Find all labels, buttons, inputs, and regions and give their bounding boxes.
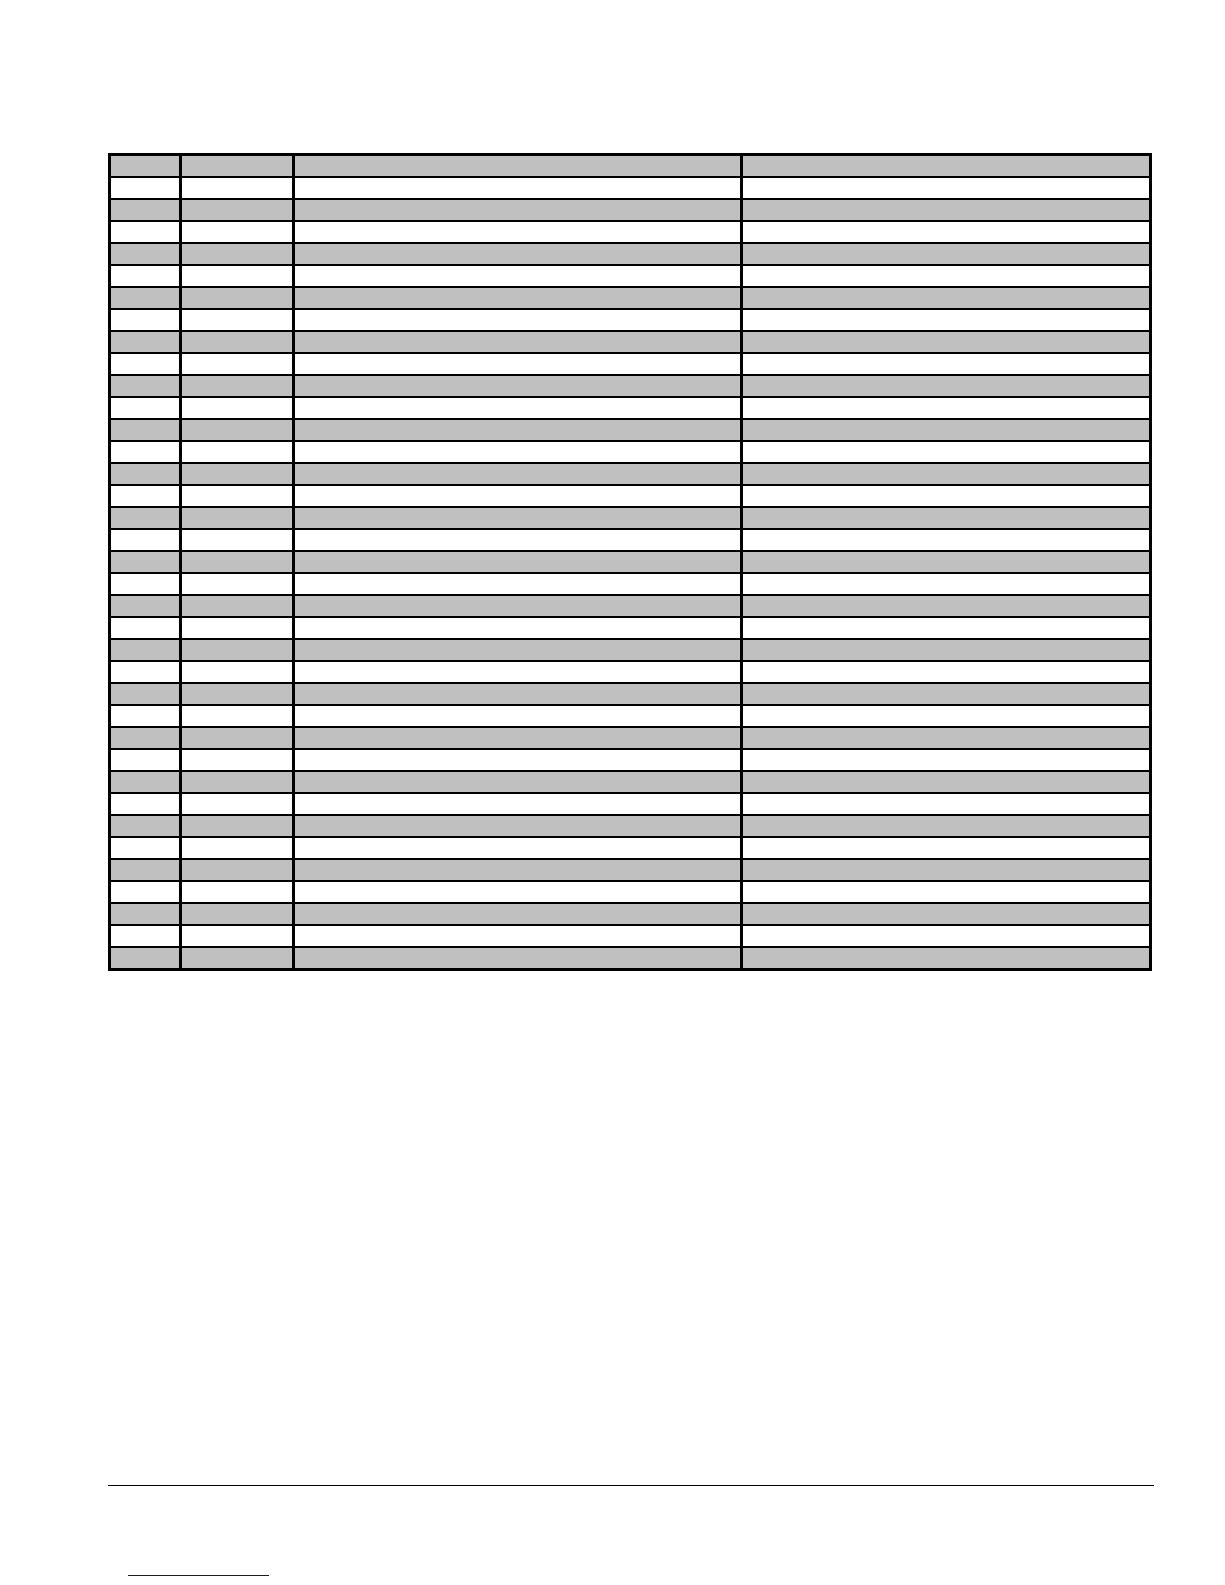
table-row xyxy=(110,331,1151,353)
table-row xyxy=(110,749,1151,771)
table-cell xyxy=(180,177,293,199)
table-row xyxy=(110,727,1151,749)
table-cell xyxy=(180,507,293,529)
table-cell xyxy=(293,309,742,331)
table-body xyxy=(110,177,1151,970)
table-cell xyxy=(293,771,742,793)
table-cell xyxy=(293,375,742,397)
table-cell xyxy=(742,287,1151,309)
data-table xyxy=(108,153,1152,971)
table-cell xyxy=(180,529,293,551)
table-cell xyxy=(110,353,181,375)
table-cell xyxy=(742,441,1151,463)
table-cell xyxy=(742,771,1151,793)
table-cell xyxy=(180,221,293,243)
table-cell xyxy=(110,199,181,221)
table-cell xyxy=(293,177,742,199)
table-cell xyxy=(110,265,181,287)
table-cell xyxy=(293,837,742,859)
table-cell xyxy=(742,353,1151,375)
table-cell xyxy=(293,705,742,727)
table-cell xyxy=(742,903,1151,925)
table-cell xyxy=(110,331,181,353)
table-row xyxy=(110,551,1151,573)
table-cell xyxy=(742,485,1151,507)
table-cell xyxy=(742,705,1151,727)
table-cell xyxy=(110,749,181,771)
table-cell xyxy=(293,485,742,507)
table-row xyxy=(110,463,1151,485)
table-cell xyxy=(110,793,181,815)
table-cell xyxy=(180,419,293,441)
table-row xyxy=(110,397,1151,419)
table-cell xyxy=(110,661,181,683)
table-cell xyxy=(293,441,742,463)
table-cell xyxy=(742,683,1151,705)
header-cell xyxy=(293,155,742,178)
table-cell xyxy=(110,683,181,705)
table-cell xyxy=(742,265,1151,287)
table-cell xyxy=(180,353,293,375)
table-cell xyxy=(180,749,293,771)
table-cell xyxy=(110,375,181,397)
table-cell xyxy=(742,375,1151,397)
table-cell xyxy=(110,727,181,749)
table-cell xyxy=(110,815,181,837)
table-cell xyxy=(180,287,293,309)
table-row xyxy=(110,859,1151,881)
table-cell xyxy=(293,419,742,441)
table-cell xyxy=(180,551,293,573)
table-cell xyxy=(110,177,181,199)
table-cell xyxy=(110,573,181,595)
table-cell xyxy=(180,947,293,970)
table-cell xyxy=(293,617,742,639)
table-cell xyxy=(180,265,293,287)
table-cell xyxy=(742,881,1151,903)
table-cell xyxy=(180,485,293,507)
table-cell xyxy=(110,617,181,639)
table-row xyxy=(110,221,1151,243)
table-cell xyxy=(742,793,1151,815)
table-cell xyxy=(293,947,742,970)
table-cell xyxy=(293,529,742,551)
table-cell xyxy=(180,199,293,221)
table-cell xyxy=(180,375,293,397)
table-cell xyxy=(180,925,293,947)
table-cell xyxy=(293,199,742,221)
table-cell xyxy=(742,947,1151,970)
table-cell xyxy=(742,309,1151,331)
table-cell xyxy=(742,419,1151,441)
table-cell xyxy=(110,925,181,947)
table-cell xyxy=(742,573,1151,595)
table-cell xyxy=(110,221,181,243)
table-cell xyxy=(293,573,742,595)
table-cell xyxy=(180,309,293,331)
table-cell xyxy=(180,683,293,705)
table-row xyxy=(110,375,1151,397)
table-cell xyxy=(742,243,1151,265)
table-cell xyxy=(293,397,742,419)
table-row xyxy=(110,441,1151,463)
table-cell xyxy=(180,397,293,419)
table-cell xyxy=(180,639,293,661)
table-cell xyxy=(180,727,293,749)
table-cell xyxy=(180,441,293,463)
table-cell xyxy=(110,859,181,881)
table-cell xyxy=(293,793,742,815)
table-cell xyxy=(742,595,1151,617)
table-row xyxy=(110,903,1151,925)
table-cell xyxy=(110,287,181,309)
table-cell xyxy=(110,463,181,485)
table-cell xyxy=(110,551,181,573)
table-cell xyxy=(742,639,1151,661)
table-cell xyxy=(293,353,742,375)
table-cell xyxy=(742,551,1151,573)
table-cell xyxy=(293,903,742,925)
table-cell xyxy=(293,331,742,353)
table-row xyxy=(110,925,1151,947)
table-cell xyxy=(110,419,181,441)
table-cell xyxy=(742,221,1151,243)
footer-divider xyxy=(108,1485,1154,1486)
table-cell xyxy=(293,463,742,485)
table-row xyxy=(110,199,1151,221)
table-cell xyxy=(742,749,1151,771)
table-row xyxy=(110,639,1151,661)
table-cell xyxy=(293,595,742,617)
table-cell xyxy=(110,881,181,903)
table-cell xyxy=(742,397,1151,419)
table-cell xyxy=(293,881,742,903)
table-cell xyxy=(180,331,293,353)
table-header xyxy=(110,155,1151,178)
table-cell xyxy=(180,881,293,903)
table-row xyxy=(110,243,1151,265)
table-row xyxy=(110,595,1151,617)
table-cell xyxy=(293,661,742,683)
footer-link[interactable] xyxy=(128,1575,269,1576)
table-row xyxy=(110,177,1151,199)
table-cell xyxy=(742,463,1151,485)
table-cell xyxy=(180,243,293,265)
table-cell xyxy=(110,903,181,925)
table-cell xyxy=(110,243,181,265)
table-row xyxy=(110,353,1151,375)
table-cell xyxy=(293,727,742,749)
table-cell xyxy=(110,397,181,419)
table-cell xyxy=(742,837,1151,859)
table-cell xyxy=(293,287,742,309)
table-cell xyxy=(110,309,181,331)
table-cell xyxy=(742,199,1151,221)
table-row xyxy=(110,507,1151,529)
table-cell xyxy=(742,925,1151,947)
table-cell xyxy=(180,815,293,837)
table-cell xyxy=(180,595,293,617)
table-row xyxy=(110,485,1151,507)
table-cell xyxy=(180,705,293,727)
table-cell xyxy=(180,793,293,815)
table-cell xyxy=(293,749,742,771)
table-cell xyxy=(180,837,293,859)
table-cell xyxy=(293,243,742,265)
table-row xyxy=(110,815,1151,837)
table-cell xyxy=(293,507,742,529)
table-cell xyxy=(742,331,1151,353)
table-row xyxy=(110,881,1151,903)
table-row xyxy=(110,419,1151,441)
table-row xyxy=(110,661,1151,683)
table-row xyxy=(110,705,1151,727)
table-cell xyxy=(110,441,181,463)
table-cell xyxy=(180,617,293,639)
table-cell xyxy=(742,661,1151,683)
table-cell xyxy=(293,221,742,243)
table-cell xyxy=(742,529,1151,551)
table-cell xyxy=(180,463,293,485)
table-row xyxy=(110,793,1151,815)
table-row xyxy=(110,617,1151,639)
table-cell xyxy=(742,177,1151,199)
header-row xyxy=(110,155,1151,178)
table-cell xyxy=(293,683,742,705)
table-cell xyxy=(293,815,742,837)
header-cell xyxy=(180,155,293,178)
header-cell xyxy=(742,155,1151,178)
table-row xyxy=(110,837,1151,859)
table-row xyxy=(110,947,1151,970)
table-cell xyxy=(293,551,742,573)
table-row xyxy=(110,529,1151,551)
table-cell xyxy=(110,507,181,529)
table-row xyxy=(110,683,1151,705)
table-cell xyxy=(110,947,181,970)
table-cell xyxy=(742,617,1151,639)
table-row xyxy=(110,287,1151,309)
table-cell xyxy=(180,771,293,793)
table-row xyxy=(110,771,1151,793)
table-cell xyxy=(293,925,742,947)
table-row xyxy=(110,265,1151,287)
table-cell xyxy=(180,573,293,595)
table-row xyxy=(110,309,1151,331)
table-cell xyxy=(293,639,742,661)
table-row xyxy=(110,573,1151,595)
table-cell xyxy=(110,771,181,793)
table-cell xyxy=(180,859,293,881)
table-cell xyxy=(110,705,181,727)
table-cell xyxy=(180,903,293,925)
table-cell xyxy=(293,265,742,287)
table-cell xyxy=(110,529,181,551)
table-cell xyxy=(110,837,181,859)
header-cell xyxy=(110,155,181,178)
table-cell xyxy=(293,859,742,881)
table-cell xyxy=(110,485,181,507)
table-cell xyxy=(742,507,1151,529)
table-cell xyxy=(110,595,181,617)
table-cell xyxy=(110,639,181,661)
table-cell xyxy=(180,661,293,683)
table-cell xyxy=(742,815,1151,837)
table-cell xyxy=(742,727,1151,749)
table-cell xyxy=(742,859,1151,881)
